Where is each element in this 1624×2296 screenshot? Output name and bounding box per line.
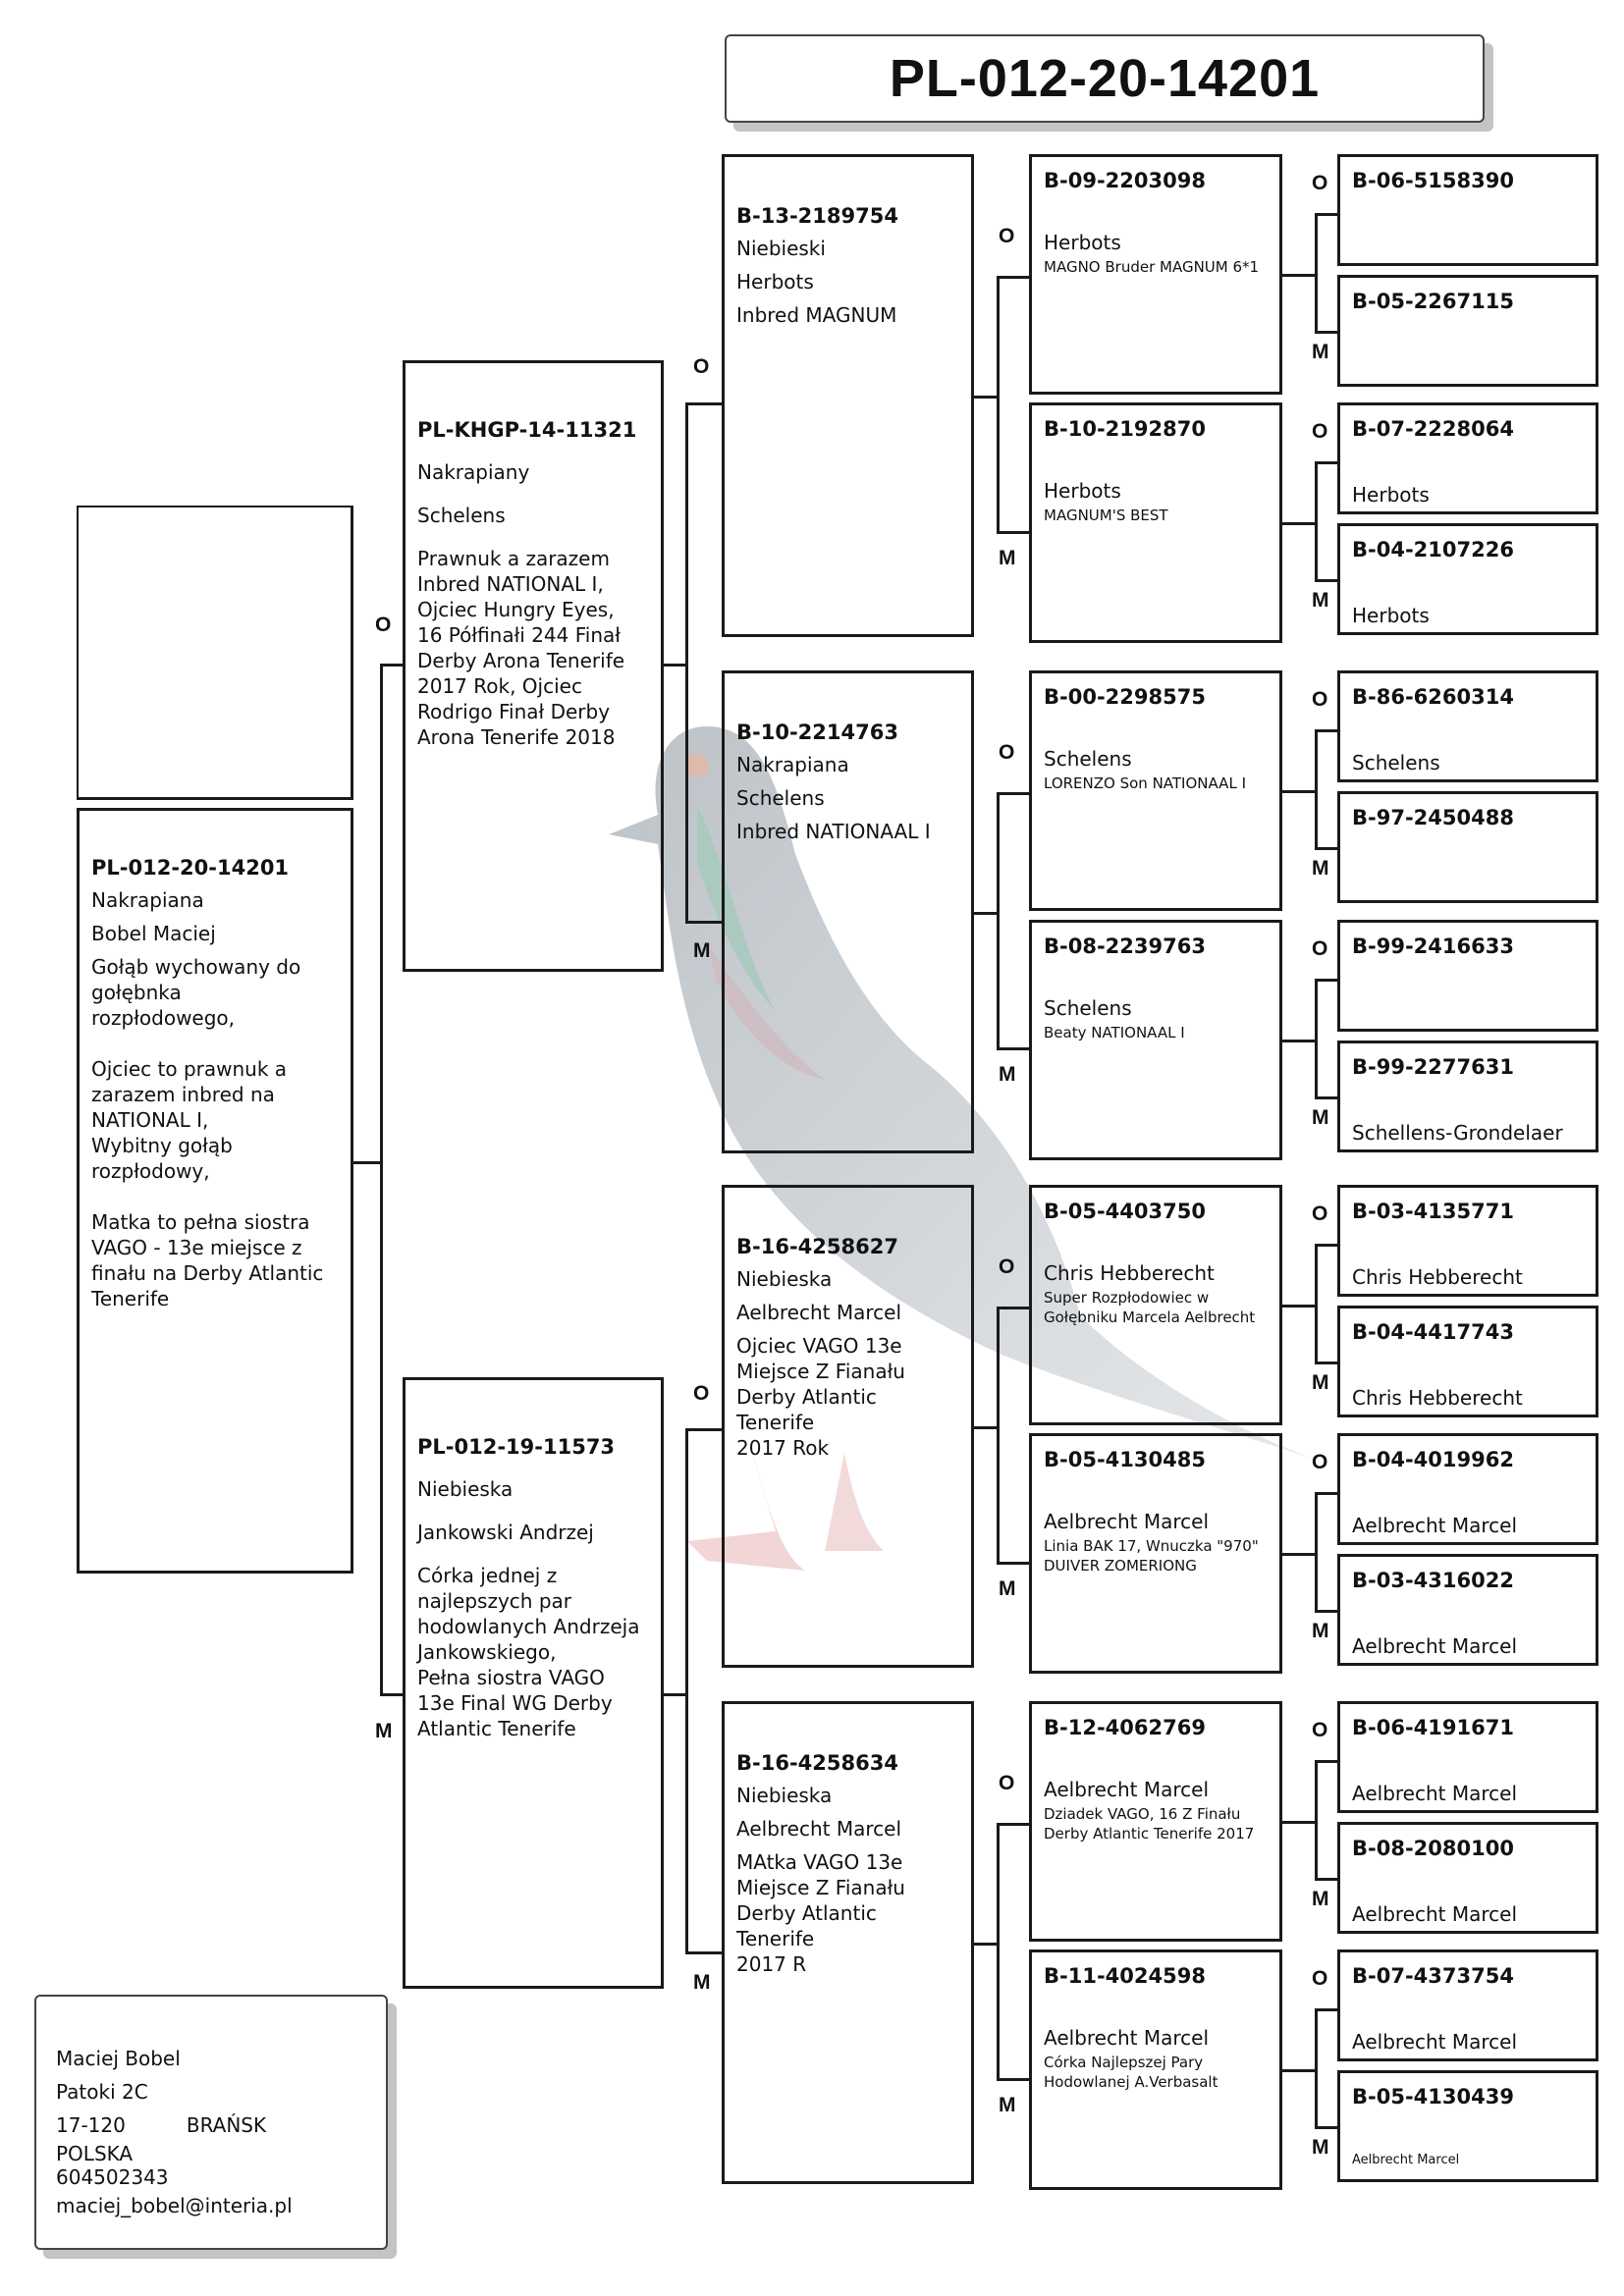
great-grandparent-card xyxy=(1029,154,1282,395)
great-great-grandparent-ring: B-06-5158390 xyxy=(1352,169,1514,192)
owner-country: POLSKA xyxy=(56,2142,134,2165)
label-father: O xyxy=(999,741,1015,764)
grandparent-note: Miejsce Z Fianału xyxy=(736,1876,905,1899)
note-line: 13e Final WG Derby xyxy=(417,1691,613,1715)
great-grandparent-note: Gołębniku Marcela Aelbrecht xyxy=(1044,1308,1256,1326)
note-line: zarazem inbred na xyxy=(91,1083,275,1106)
label-mother: M xyxy=(375,1720,393,1742)
label-father: O xyxy=(1312,1967,1328,1990)
label-father: O xyxy=(1312,420,1328,443)
note-line: Pełna siostra VAGO xyxy=(417,1666,605,1689)
grandparent-ring: B-10-2214763 xyxy=(736,721,898,744)
great-great-grandparent-breeder: Herbots xyxy=(1352,604,1430,627)
label-mother: M xyxy=(1312,2136,1329,2159)
great-great-grandparent-card xyxy=(1337,523,1598,635)
great-grandparent-breeder: Aelbrecht Marcel xyxy=(1044,2026,1209,2050)
great-grandparent-card xyxy=(1029,1185,1282,1425)
grandparent-card xyxy=(722,1701,974,2184)
father-notes xyxy=(417,546,649,750)
great-grandparent-breeder: Herbots xyxy=(1044,231,1121,254)
label-father: O xyxy=(693,1382,710,1405)
note-line: 16 Półfinałi 244 Finał xyxy=(417,623,621,647)
great-grandparent-ring: B-05-4403750 xyxy=(1044,1200,1206,1223)
label-father: O xyxy=(1312,937,1328,960)
owner-city: BRAŃSK xyxy=(186,2113,267,2137)
great-great-grandparent-card xyxy=(1337,1185,1598,1297)
great-grandparent-card xyxy=(1029,402,1282,643)
great-great-grandparent-breeder: Schelens xyxy=(1352,751,1440,774)
great-great-grandparent-breeder: Aelbrecht Marcel xyxy=(1352,1634,1517,1658)
label-father: O xyxy=(375,614,392,636)
great-grandparent-breeder: Aelbrecht Marcel xyxy=(1044,1510,1209,1533)
mother-color: Niebieska xyxy=(417,1477,514,1501)
great-grandparent-note: Derby Atlantic Tenerife 2017 xyxy=(1044,1825,1255,1842)
grandparent-ring: B-16-4258627 xyxy=(736,1235,898,1258)
great-great-grandparent-card xyxy=(1337,1041,1598,1152)
great-grandparent-ring: B-12-4062769 xyxy=(1044,1716,1206,1739)
father-color: Nakrapiany xyxy=(417,460,530,484)
note-line: Jankowskiego, xyxy=(417,1640,557,1664)
owner-phone: 604502343 xyxy=(56,2165,169,2189)
great-grandparent-ring: B-00-2298575 xyxy=(1044,685,1206,709)
great-great-grandparent-card xyxy=(1337,920,1598,1032)
grandparent-color: Niebieska xyxy=(736,1267,833,1291)
owner-email[interactable]: maciej_bobel@interia.pl xyxy=(56,2194,293,2217)
great-grandparent-breeder: Chris Hebberecht xyxy=(1044,1261,1215,1285)
great-grandparent-card xyxy=(1029,1433,1282,1674)
grandparent-card xyxy=(722,670,974,1153)
grandparent-color: Niebieski xyxy=(736,237,826,260)
great-grandparent-note: DUIVER ZOMERIONG xyxy=(1044,1557,1197,1575)
great-grandparent-ring: B-08-2239763 xyxy=(1044,934,1206,958)
grandparent-color: Niebieska xyxy=(736,1784,833,1807)
great-great-grandparent-ring: B-05-2267115 xyxy=(1352,290,1514,313)
note-line: hodowlanych Andrzeja xyxy=(417,1615,640,1638)
great-grandparent-card xyxy=(1029,670,1282,911)
label-father: O xyxy=(1312,172,1328,194)
label-mother: M xyxy=(1312,341,1329,363)
label-father: O xyxy=(1312,1202,1328,1225)
label-mother: M xyxy=(1312,1888,1329,1910)
owner-name: Maciej Bobel xyxy=(56,2047,181,2070)
great-great-grandparent-breeder: Aelbrecht Marcel xyxy=(1352,2030,1517,2054)
note-line: NATIONAL I, xyxy=(91,1108,209,1132)
label-mother: M xyxy=(999,2094,1016,2116)
grandparent-ring: B-16-4258634 xyxy=(736,1751,898,1775)
great-great-grandparent-ring: B-04-2107226 xyxy=(1352,538,1514,561)
great-great-grandparent-card xyxy=(1337,1822,1598,1934)
great-great-grandparent-breeder: Aelbrecht Marcel xyxy=(1352,1782,1517,1805)
great-grandparent-breeder: Aelbrecht Marcel xyxy=(1044,1778,1209,1801)
note-line: Ojciec Hungry Eyes, xyxy=(417,598,615,621)
subject-breeder: Bobel Maciej xyxy=(91,922,216,945)
great-grandparent-card xyxy=(1029,920,1282,1160)
subject-ring: PL-012-20-14201 xyxy=(91,856,290,880)
mother-breeder: Jankowski Andrzej xyxy=(417,1521,594,1544)
great-great-grandparent-breeder: Chris Hebberecht xyxy=(1352,1265,1523,1289)
note-line: Córka jednej z xyxy=(417,1564,558,1587)
subject-notes xyxy=(91,954,339,1311)
great-great-grandparent-ring: B-99-2277631 xyxy=(1352,1055,1514,1079)
great-great-grandparent-card xyxy=(1337,275,1598,387)
father-breeder: Schelens xyxy=(417,504,506,527)
label-father: O xyxy=(999,1772,1015,1794)
great-great-grandparent-card xyxy=(1337,791,1598,903)
grandparent-note: Inbred NATIONAAL I xyxy=(736,820,931,843)
great-great-grandparent-card xyxy=(1337,2070,1598,2182)
great-grandparent-ring: B-11-4024598 xyxy=(1044,1964,1206,1988)
great-great-grandparent-card xyxy=(1337,1701,1598,1813)
great-grandparent-breeder: Schelens xyxy=(1044,747,1132,771)
note-line: Tenerife xyxy=(91,1287,170,1310)
note-line: Prawnuk a zarazem xyxy=(417,547,610,570)
grandparent-note: Derby Atlantic Tenerife xyxy=(736,1385,877,1434)
great-great-grandparent-ring: B-05-4130439 xyxy=(1352,2085,1514,2109)
great-grandparent-ring: B-10-2192870 xyxy=(1044,417,1206,441)
grandparent-breeder: Aelbrecht Marcel xyxy=(736,1817,901,1841)
owner-address-card xyxy=(34,1995,388,2250)
great-grandparent-card xyxy=(1029,1701,1282,1942)
great-grandparent-note: Super Rozpłodowiec w xyxy=(1044,1289,1210,1307)
label-mother: M xyxy=(999,1063,1016,1086)
label-mother: M xyxy=(999,1577,1016,1600)
note-line: Inbred NATIONAL I, xyxy=(417,572,604,596)
great-great-grandparent-ring: B-03-4316022 xyxy=(1352,1569,1514,1592)
great-great-grandparent-card xyxy=(1337,1949,1598,2061)
great-great-grandparent-ring: B-97-2450488 xyxy=(1352,806,1514,829)
owner-street: Patoki 2C xyxy=(56,2080,148,2104)
note-line: najlepszych par xyxy=(417,1589,572,1613)
photo-box xyxy=(77,506,353,800)
mother-notes xyxy=(417,1563,649,1741)
note-line: Atlantic Tenerife xyxy=(417,1717,576,1740)
note-line: 2017 Rok, Ojciec xyxy=(417,674,582,698)
note-line: Derby Arona Tenerife xyxy=(417,649,625,672)
note-line: Rodrigo Finał Derby xyxy=(417,700,611,723)
great-great-grandparent-breeder: Herbots xyxy=(1352,483,1430,507)
owner-postcode: 17-120 xyxy=(56,2113,126,2137)
note-line xyxy=(91,1031,339,1056)
great-great-grandparent-card xyxy=(1337,402,1598,514)
great-great-grandparent-ring: B-86-6260314 xyxy=(1352,685,1514,709)
label-mother: M xyxy=(1312,1371,1329,1394)
grandparent-note: Ojciec VAGO 13e xyxy=(736,1334,902,1358)
grandparent-breeder: Aelbrecht Marcel xyxy=(736,1301,901,1324)
great-great-grandparent-breeder: Aelbrecht Marcel xyxy=(1352,2153,1460,2167)
great-great-grandparent-ring: B-07-4373754 xyxy=(1352,1964,1514,1988)
label-father: O xyxy=(999,225,1015,247)
great-grandparent-note: Córka Najlepszej Pary xyxy=(1044,2054,1204,2071)
grandparent-note: 2017 R xyxy=(736,1952,807,1976)
label-mother: M xyxy=(693,939,711,962)
great-grandparent-note: Linia BAK 17, Wnuczka "970" xyxy=(1044,1537,1259,1555)
owner-city-line xyxy=(56,2109,386,2142)
note-line: Ojciec to prawnuk a xyxy=(91,1057,288,1081)
note-line: Gołąb wychowany do xyxy=(91,955,301,979)
note-line: finału na Derby Atlantic xyxy=(91,1261,324,1285)
great-grandparent-ring: B-09-2203098 xyxy=(1044,169,1206,192)
label-mother: M xyxy=(1312,1620,1329,1642)
note-line: gołębnka xyxy=(91,981,182,1004)
great-great-grandparent-breeder: Schellens-Grondelaer xyxy=(1352,1121,1563,1145)
mother-card xyxy=(403,1377,664,1989)
great-great-grandparent-card xyxy=(1337,670,1598,782)
label-mother: M xyxy=(693,1971,711,1994)
great-grandparent-card xyxy=(1029,1949,1282,2190)
father-ring: PL-KHGP-14-11321 xyxy=(417,418,637,442)
great-great-grandparent-ring: B-04-4417743 xyxy=(1352,1320,1514,1344)
grandparent-note: Miejsce Z Fianału xyxy=(736,1360,905,1383)
label-father: O xyxy=(999,1255,1015,1278)
grandparent-color: Nakrapiana xyxy=(736,753,849,776)
grandparent-card xyxy=(722,1185,974,1668)
grandparent-note: Inbred MAGNUM xyxy=(736,303,897,327)
mother-ring: PL-012-19-11573 xyxy=(417,1435,616,1459)
grandparent-breeder: Schelens xyxy=(736,786,825,810)
great-grandparent-breeder: Herbots xyxy=(1044,479,1121,503)
great-great-grandparent-ring: B-03-4135771 xyxy=(1352,1200,1514,1223)
great-great-grandparent-card xyxy=(1337,1306,1598,1417)
label-mother: M xyxy=(1312,857,1329,880)
label-mother: M xyxy=(1312,589,1329,612)
subject-card xyxy=(77,808,353,1574)
great-great-grandparent-ring: B-08-2080100 xyxy=(1352,1837,1514,1860)
subject-color: Nakrapiana xyxy=(91,888,204,912)
note-line: Arona Tenerife 2018 xyxy=(417,725,616,749)
great-great-grandparent-card xyxy=(1337,154,1598,266)
great-great-grandparent-card xyxy=(1337,1433,1598,1545)
label-mother: M xyxy=(1312,1106,1329,1129)
great-great-grandparent-breeder: Aelbrecht Marcel xyxy=(1352,1514,1517,1537)
great-great-grandparent-ring: B-06-4191671 xyxy=(1352,1716,1514,1739)
note-line: rozpłodowego, xyxy=(91,1006,236,1030)
great-grandparent-note: LORENZO Son NATIONAAL I xyxy=(1044,774,1246,792)
title-banner xyxy=(725,34,1485,123)
title-ring-number: PL-012-20-14201 xyxy=(889,49,1321,108)
grandparent-note: MAtka VAGO 13e xyxy=(736,1850,903,1874)
note-line xyxy=(91,1184,339,1209)
great-grandparent-note: Dziadek VAGO, 16 Z Finału xyxy=(1044,1805,1241,1823)
great-grandparent-note: Hodowlanej A.Verbasalt xyxy=(1044,2073,1218,2091)
grandparent-breeder: Herbots xyxy=(736,270,814,294)
label-father: O xyxy=(693,355,710,378)
label-father: O xyxy=(1312,688,1328,711)
great-great-grandparent-card xyxy=(1337,1554,1598,1666)
great-grandparent-ring: B-05-4130485 xyxy=(1044,1448,1206,1471)
great-great-grandparent-ring: B-04-4019962 xyxy=(1352,1448,1514,1471)
note-line: VAGO - 13e miejsce z xyxy=(91,1236,302,1259)
grandparent-card xyxy=(722,154,974,637)
grandparent-note: Derby Atlantic Tenerife xyxy=(736,1901,877,1950)
great-great-grandparent-breeder: Aelbrecht Marcel xyxy=(1352,1902,1517,1926)
great-grandparent-breeder: Schelens xyxy=(1044,996,1132,1020)
father-card xyxy=(403,360,664,972)
note-line: Wybitny gołąb xyxy=(91,1134,233,1157)
label-father: O xyxy=(1312,1719,1328,1741)
grandparent-ring: B-13-2189754 xyxy=(736,204,898,228)
great-great-grandparent-ring: B-99-2416633 xyxy=(1352,934,1514,958)
label-father: O xyxy=(1312,1451,1328,1473)
note-line: Matka to pełna siostra xyxy=(91,1210,310,1234)
grandparent-note: 2017 Rok xyxy=(736,1436,830,1460)
great-great-grandparent-breeder: Chris Hebberecht xyxy=(1352,1386,1523,1410)
great-grandparent-note: MAGNUM'S BEST xyxy=(1044,507,1168,524)
label-mother: M xyxy=(999,547,1016,569)
great-great-grandparent-ring: B-07-2228064 xyxy=(1352,417,1514,441)
note-line: rozpłodowy, xyxy=(91,1159,210,1183)
great-grandparent-note: MAGNO Bruder MAGNUM 6*1 xyxy=(1044,258,1260,276)
great-grandparent-note: Beaty NATIONAAL I xyxy=(1044,1024,1185,1041)
